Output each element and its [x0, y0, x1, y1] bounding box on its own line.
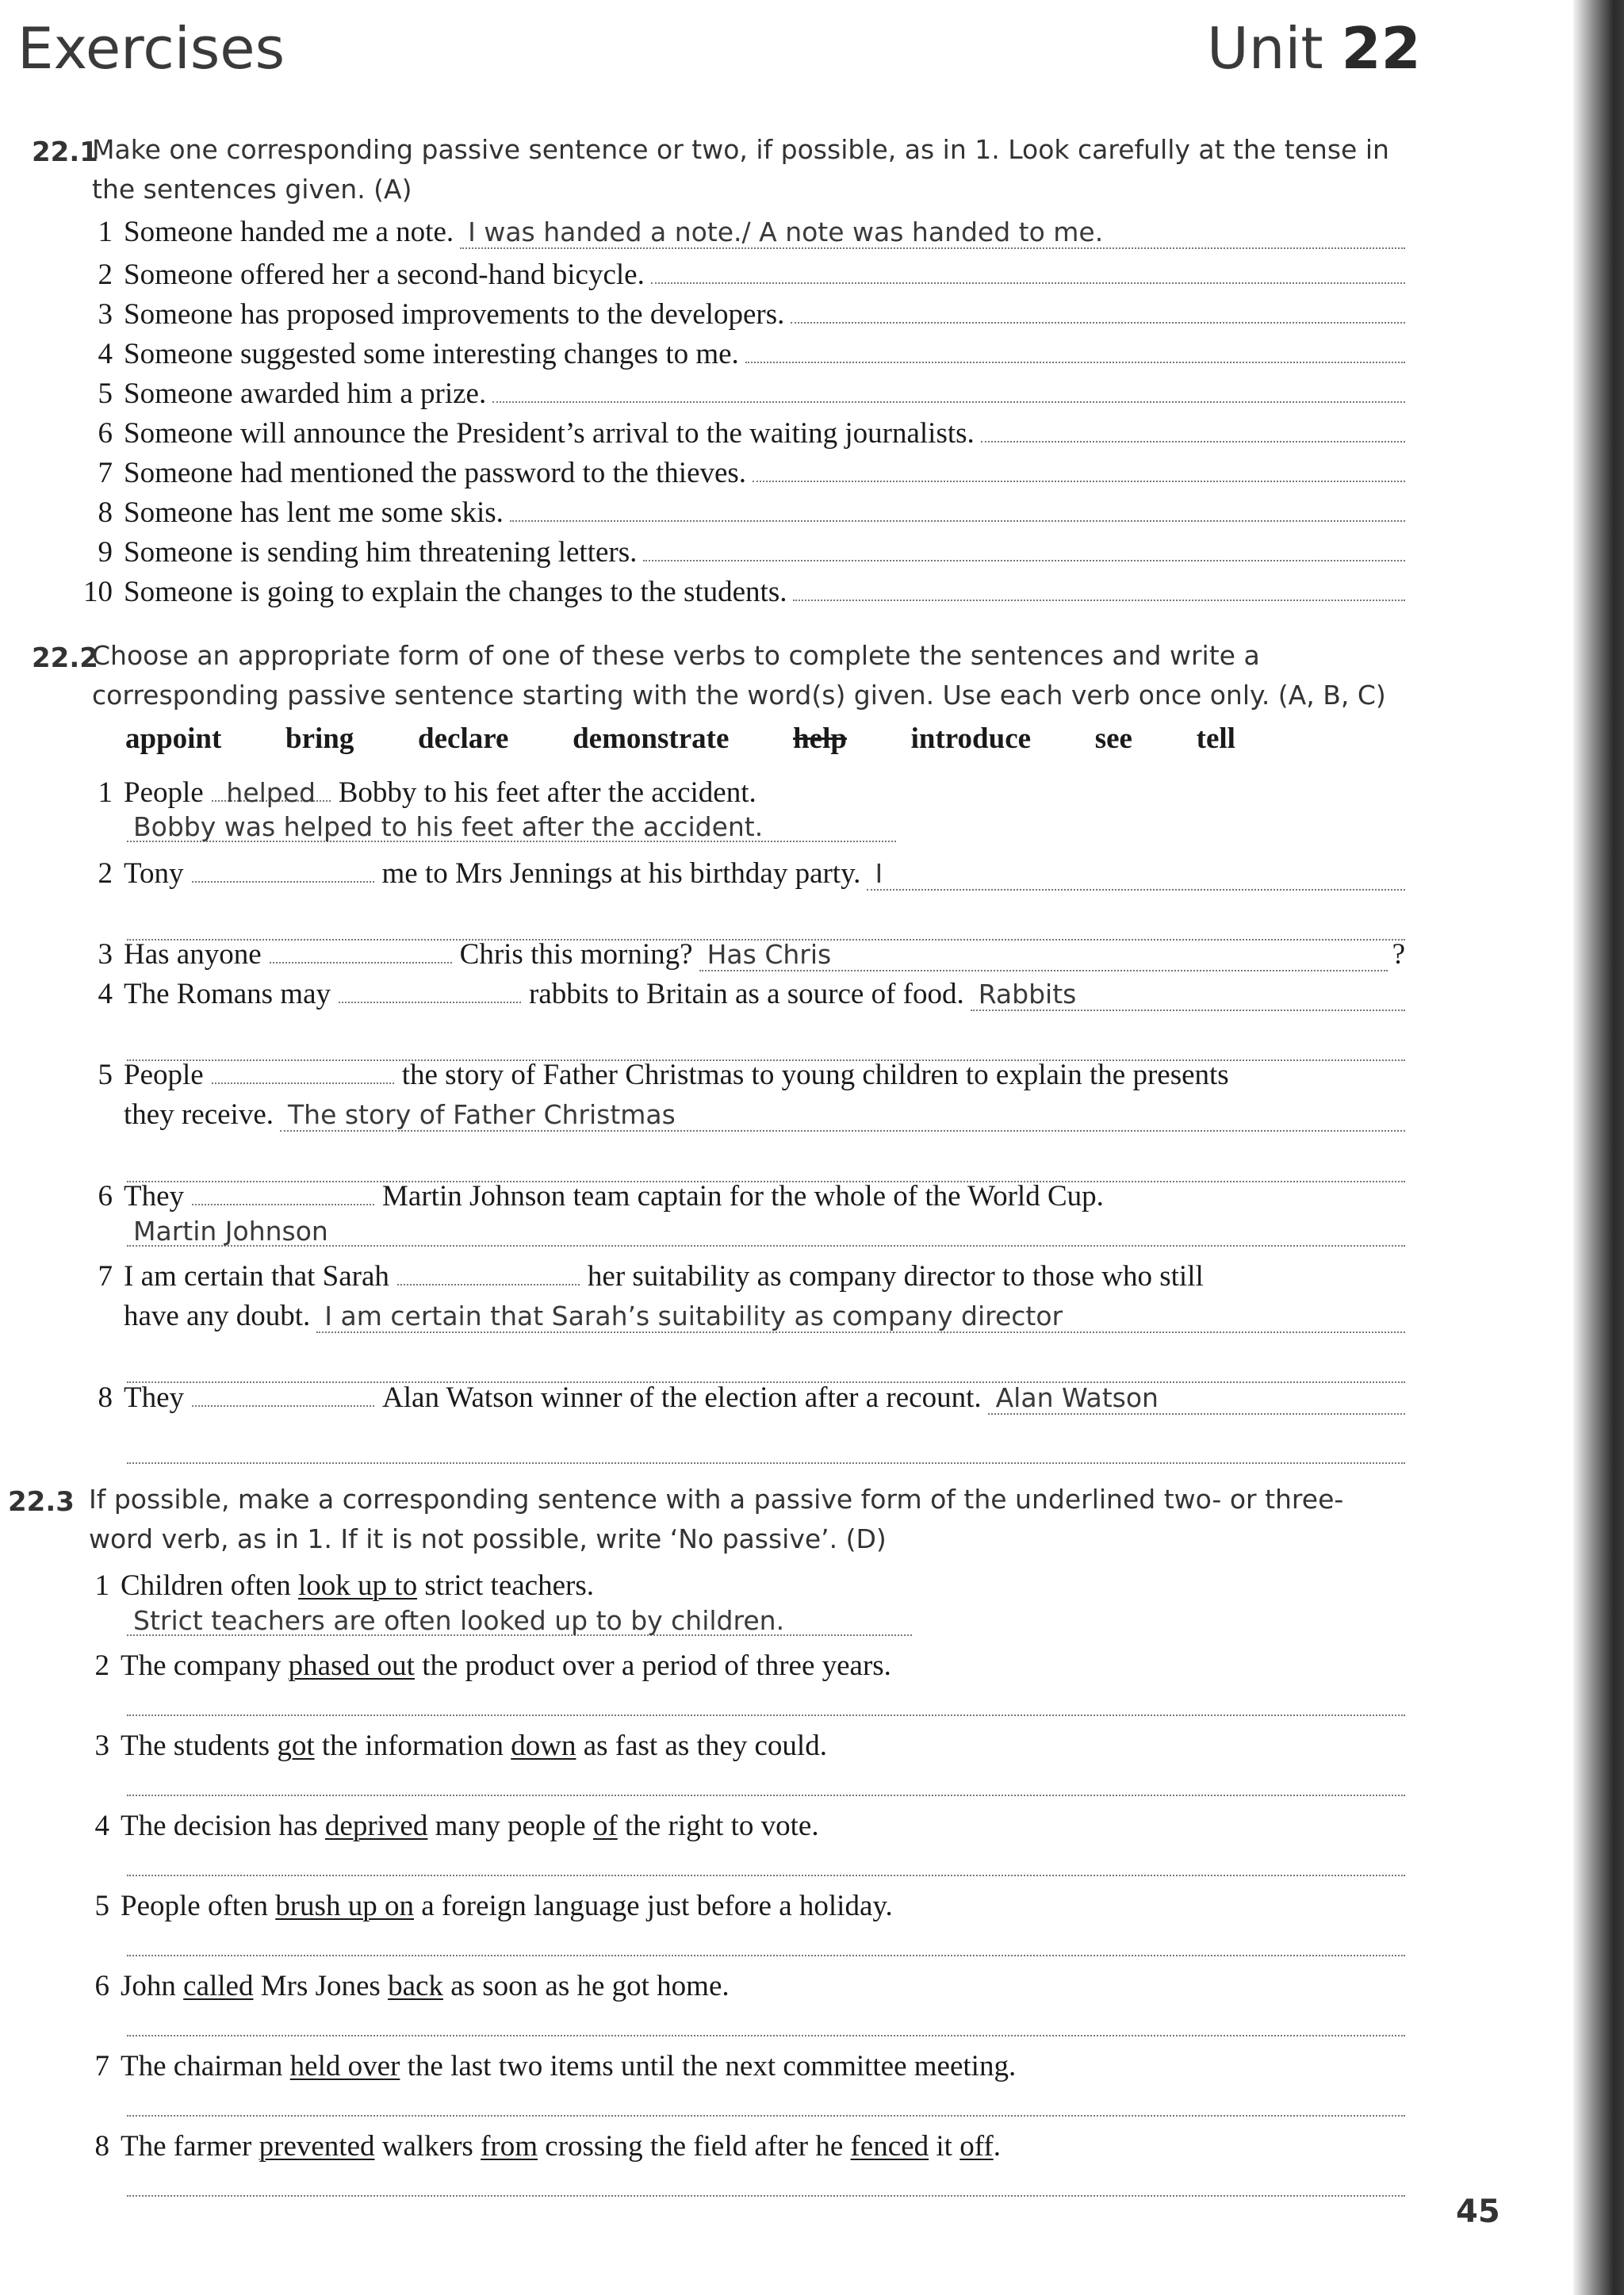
sentence-end: the story of Father Christmas to young children to explain the presents — [401, 1059, 1229, 1091]
exercise-item — [0, 490, 1405, 530]
item-number: 3 — [98, 938, 113, 971]
verb: tell — [1196, 722, 1235, 755]
sentence-end: me to Mrs Jennings at his birthday party. — [381, 857, 861, 890]
sentence-end: Martin Johnson team captain for the whole of the World Cup. — [382, 1180, 1104, 1213]
verb-blank[interactable] — [397, 1257, 580, 1285]
verb-box — [125, 722, 1235, 756]
exercise-item — [0, 1056, 1405, 1095]
answer-continuation-line[interactable] — [127, 1434, 1405, 1464]
exercise-item — [0, 1887, 1405, 1926]
exercise-item — [0, 935, 1405, 975]
item-number: 10 — [83, 576, 113, 608]
sentence-text: The farmer — [121, 2130, 259, 2163]
item-number: 6 — [98, 417, 113, 450]
item-sentence: Someone is sending him threatening letters. — [124, 536, 638, 569]
answer-field[interactable] — [127, 1926, 1405, 1956]
answer-field[interactable] — [127, 1686, 1405, 1716]
underlined-verb: fenced — [850, 2130, 929, 2163]
verb-blank[interactable] — [192, 1177, 374, 1205]
sentence-text: crossing the field after he — [538, 2130, 851, 2163]
item-number: 7 — [98, 1260, 113, 1293]
page-number: 45 — [1456, 2193, 1500, 2230]
sentence-end: have any doubt. — [124, 1300, 311, 1332]
underlined-verb: deprived — [324, 1810, 428, 1842]
underlined-verb: brush up on — [275, 1890, 414, 1922]
sentence-text: Children often — [121, 1569, 299, 1602]
exercise-instruction: Make one corresponding passive sentence or two, if possible, as in 1. Look carefully at the tense in the sentences given. (A) — [92, 134, 1389, 205]
answer-field[interactable] — [643, 530, 1405, 561]
unit-label: Unit 22 — [1207, 15, 1421, 82]
verb: appoint — [125, 722, 222, 755]
underlined-verb: look up to — [298, 1569, 418, 1602]
item-number: 5 — [98, 1059, 113, 1091]
sentence-start: They — [124, 1180, 185, 1213]
sentence-text: the product over a period of three years. — [414, 1649, 891, 1682]
sentence-text: walkers — [374, 2130, 481, 2163]
exercise-item — [0, 1177, 1405, 1216]
answer-field[interactable]: Has Chris — [699, 940, 1388, 971]
exercise-item — [0, 1566, 1405, 1606]
exercise-instruction: Choose an appropriate form of one of these verbs to complete the sentences and write a corresponding passive sentence starting with the word(s) given. Use each verb once only. (A, B, C) — [92, 640, 1386, 711]
verb-used: help — [793, 722, 847, 755]
underlined-verb: called — [183, 1970, 254, 2002]
item-sentence: Someone awarded him a prize. — [124, 377, 487, 410]
item-sentence: Someone offered her a second-hand bicycle. — [124, 259, 645, 291]
exercise-item — [0, 331, 1405, 371]
exercise-number: 22.2 — [32, 642, 98, 674]
item-number: 4 — [94, 1810, 109, 1842]
sentence-start: People — [124, 776, 204, 809]
underlined-verb: back — [388, 1970, 443, 2002]
exercise-item — [0, 975, 1405, 1014]
exercise-item — [0, 1967, 1405, 2006]
exercise-item — [0, 1378, 1405, 1418]
answer-field[interactable] — [127, 1766, 1405, 1796]
answer-field[interactable] — [127, 2006, 1405, 2036]
exercise-item — [0, 854, 1405, 894]
item-sentence: Someone has lent me some skis. — [124, 496, 504, 529]
underlined-verb: off — [959, 2130, 994, 2163]
answer-field[interactable] — [510, 490, 1405, 522]
underlined-verb: held over — [289, 2050, 400, 2082]
answer-field[interactable]: I — [867, 859, 1405, 891]
sentence-text: The students — [121, 1730, 278, 1762]
sentence-text: The decision has — [121, 1810, 325, 1842]
verb: see — [1094, 722, 1132, 755]
sentence-end: Alan Watson winner of the election after a recount. — [382, 1381, 982, 1414]
sentence-text: the last two items until the next committee meeting. — [400, 2050, 1017, 2082]
answer-field[interactable] — [753, 450, 1405, 482]
exercise-number: 22.1 — [32, 136, 98, 168]
item-number: 4 — [98, 978, 113, 1010]
item-sentence: Someone suggested some interesting changes to me. — [124, 338, 739, 370]
underlined-verb: phased out — [288, 1649, 415, 1682]
exercise-number: 22.3 — [8, 1486, 75, 1518]
item-number: 8 — [98, 1381, 113, 1414]
exercise-item — [0, 1257, 1405, 1297]
underlined-verb: down — [511, 1730, 576, 1762]
item-number: 1 — [94, 1569, 109, 1602]
sentence-text: as fast as they could. — [576, 1730, 827, 1762]
item-number: 7 — [98, 457, 113, 489]
sentence-text: as soon as he got home. — [442, 1970, 730, 2002]
exercise-item — [0, 1726, 1405, 1766]
sentence-text: . — [993, 2130, 1001, 2163]
item-number: 2 — [98, 259, 113, 291]
sentence-end: Bobby to his feet after the accident. — [338, 776, 756, 809]
sentence-text: Mrs Jones — [253, 1970, 389, 2002]
verb-blank[interactable] — [212, 1056, 394, 1084]
sentence-start: People — [124, 1059, 204, 1091]
underlined-verb: prevented — [259, 2130, 375, 2163]
answer-field[interactable]: Rabbits — [971, 979, 1405, 1011]
exercise-item — [0, 773, 1405, 813]
sentence-text: strict teachers. — [417, 1569, 594, 1602]
sentence-text: a foreign language just before a holiday. — [413, 1890, 893, 1922]
verb: demonstrate — [573, 722, 730, 755]
answer-field[interactable] — [793, 569, 1405, 601]
exercise-item — [0, 450, 1405, 490]
page-title: Exercises — [17, 15, 285, 82]
exercise-item — [0, 213, 1405, 252]
answer-field[interactable] — [127, 2086, 1405, 2117]
item-sentence: Someone has proposed improvements to the developers. — [124, 298, 785, 331]
answer-field[interactable] — [981, 411, 1405, 443]
item-number: 5 — [94, 1890, 109, 1922]
answer-field[interactable] — [791, 292, 1405, 324]
sentence-text: John — [121, 1970, 184, 2002]
book-spine-shadow — [1573, 0, 1624, 2295]
item-number: 1 — [98, 776, 113, 809]
exercise-item — [0, 411, 1405, 450]
sentence-start: They — [124, 1381, 185, 1414]
exercise-item — [0, 2127, 1405, 2167]
answer-field[interactable]: Martin Johnson — [127, 1216, 1405, 1247]
sentence-text: The company — [121, 1649, 289, 1682]
item-number: 3 — [98, 298, 113, 331]
item-number: 8 — [98, 496, 113, 529]
exercise-item — [0, 530, 1405, 569]
item-number: 2 — [98, 857, 113, 890]
verb: bring — [285, 722, 354, 755]
verb-blank[interactable] — [270, 935, 452, 964]
exercise-item-continued — [0, 1297, 1405, 1336]
answer-field[interactable]: Alan Watson — [988, 1383, 1405, 1415]
verb-blank[interactable] — [192, 854, 374, 883]
answer-field[interactable] — [127, 2167, 1405, 2197]
item-number: 3 — [94, 1730, 109, 1762]
sentence-start: Tony — [124, 857, 184, 890]
answer-field[interactable]: Strict teachers are often looked up to by children. — [127, 1606, 912, 1636]
exercise-item — [0, 1806, 1405, 1846]
exercise-item — [0, 2047, 1405, 2086]
item-number: 5 — [98, 377, 113, 410]
sentence-end: her suitability as company director to those who still — [587, 1260, 1204, 1293]
sentence-end: rabbits to Britain as a source of food. — [529, 978, 964, 1010]
exercise-item — [0, 292, 1405, 331]
item-sentence: Someone had mentioned the password to the thieves. — [124, 457, 747, 489]
sentence-start: The Romans may — [124, 978, 331, 1010]
sentence-text: The chairman — [121, 2050, 290, 2082]
answer-field[interactable] — [651, 252, 1405, 284]
item-sentence: Someone is going to explain the changes to the students. — [124, 576, 787, 608]
exercise-item — [0, 1646, 1405, 1686]
verb-blank[interactable] — [339, 975, 521, 1003]
underlined-verb: got — [277, 1730, 315, 1762]
exercise-instruction: If possible, make a corresponding sentence with a passive form of the underlined two- or three-word verb, as in 1. If it is not possible, write ‘No passive’. (D) — [89, 1484, 1344, 1554]
sentence-text: the information — [314, 1730, 511, 1762]
sentence-end: Chris this morning? — [459, 938, 693, 971]
answer-field[interactable]: The story of Father Christmas — [280, 1100, 1405, 1132]
item-number: 4 — [98, 338, 113, 370]
answer-field[interactable]: I am certain that Sarah’s suitability as company director — [316, 1301, 1405, 1333]
sentence-text: it — [929, 2130, 960, 2163]
verb: declare — [418, 722, 509, 755]
sentence-end: they receive. — [124, 1098, 274, 1131]
exercise-item — [0, 569, 1405, 609]
item-number: 6 — [98, 1180, 113, 1213]
item-number: 9 — [98, 536, 113, 569]
exercise-item — [0, 371, 1405, 411]
underlined-verb: from — [481, 2130, 538, 2163]
underlined-verb: of — [592, 1810, 618, 1842]
verb: introduce — [910, 722, 1032, 755]
answer-field[interactable] — [492, 371, 1405, 403]
item-number: 7 — [94, 2050, 109, 2082]
answer-field[interactable] — [127, 1846, 1405, 1876]
exercise-item-continued — [0, 1095, 1405, 1135]
answer-field[interactable] — [745, 331, 1405, 363]
answer-field[interactable]: Bobby was helped to his feet after the accident. — [127, 812, 896, 842]
item-sentence: Someone handed me a note. — [124, 216, 454, 248]
exercise-item — [0, 252, 1405, 292]
sentence-start: Has anyone — [124, 938, 262, 971]
sentence-text: People often — [121, 1890, 276, 1922]
sentence-text: many people — [427, 1810, 593, 1842]
item-number: 6 — [94, 1970, 109, 2002]
verb-blank[interactable]: helped — [212, 773, 331, 802]
item-number: 1 — [98, 216, 113, 248]
answer-field[interactable]: I was handed a note./ A note was handed to me. — [460, 217, 1405, 249]
verb-blank[interactable] — [192, 1378, 374, 1407]
sentence-start: I am certain that Sarah — [124, 1260, 389, 1293]
answer-end-mark: ? — [1392, 938, 1405, 971]
item-number: 2 — [94, 1649, 109, 1682]
sentence-text: the right to vote. — [617, 1810, 819, 1842]
item-sentence: Someone will announce the President’s arrival to the waiting journalists. — [124, 417, 975, 450]
item-number: 8 — [94, 2130, 109, 2163]
